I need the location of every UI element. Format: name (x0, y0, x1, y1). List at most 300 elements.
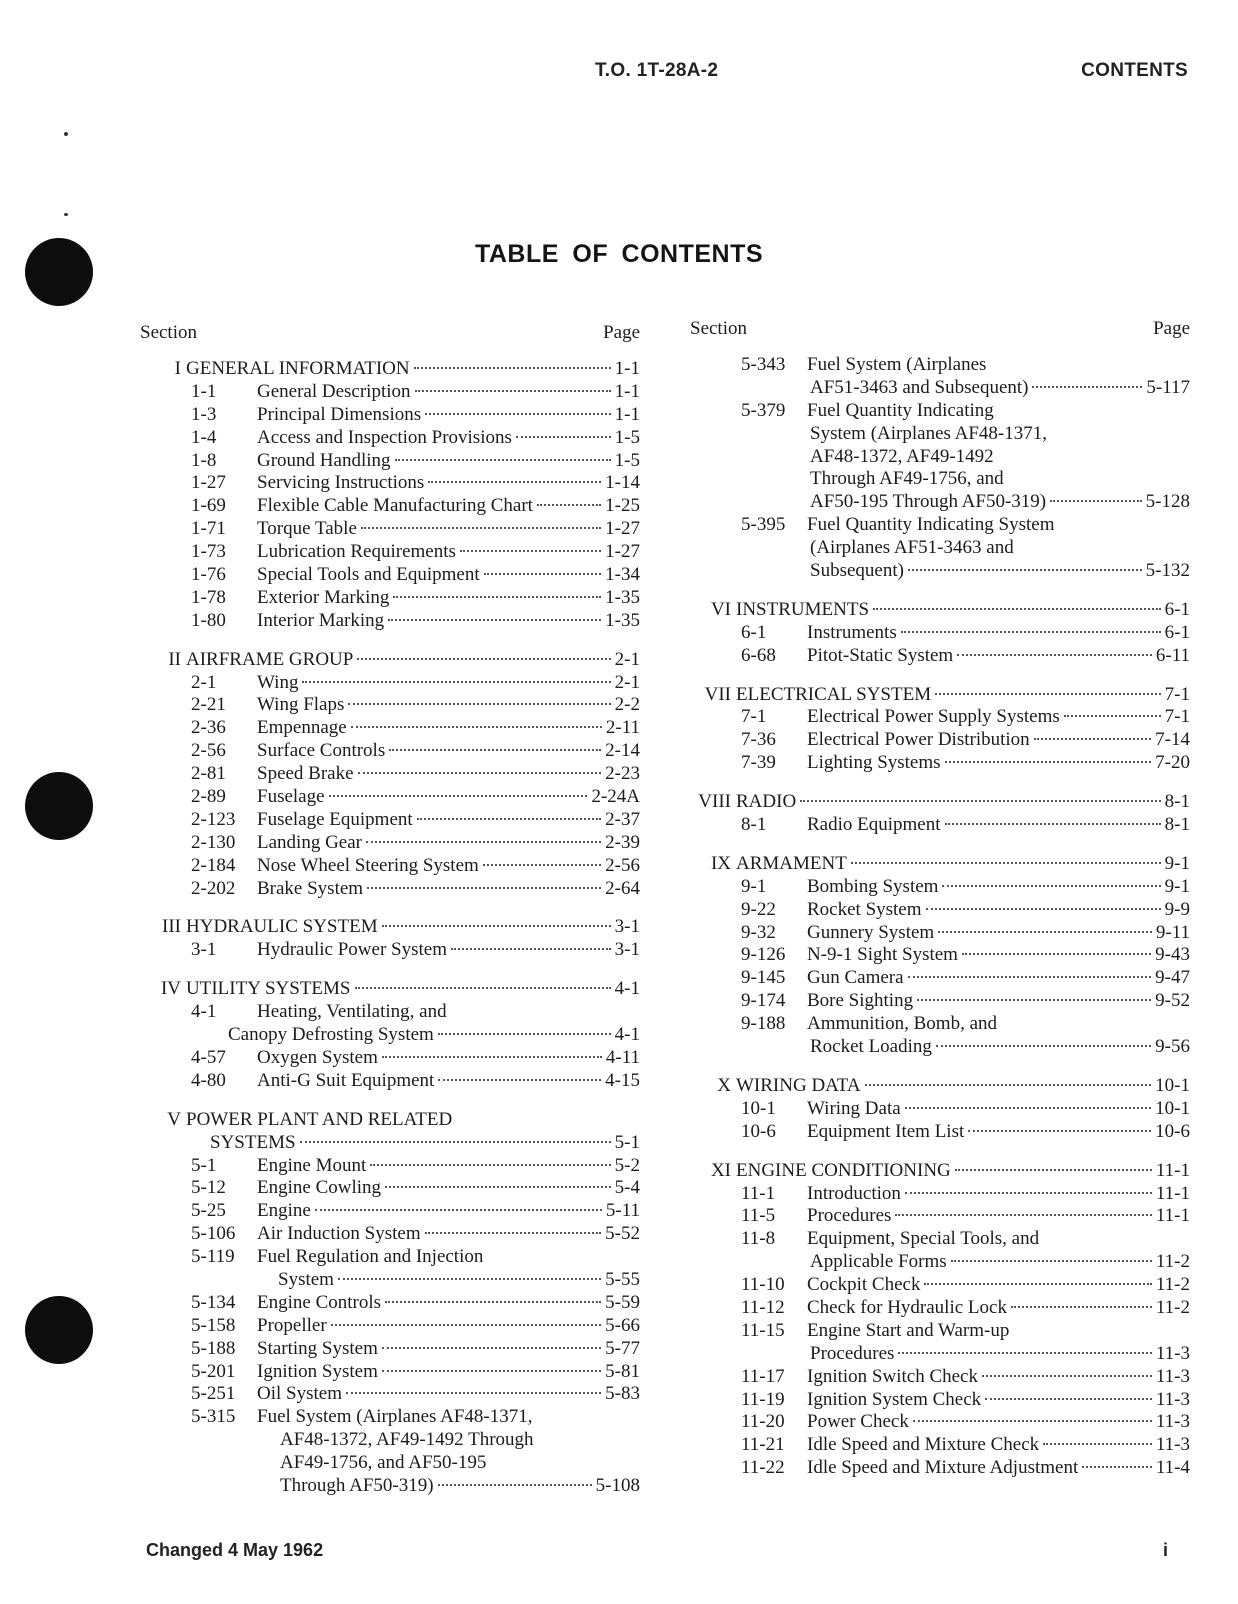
toc-paragraph-entry[interactable] (690, 1183, 1190, 1206)
page-reference: 5-83 (605, 1383, 640, 1405)
entry-title: AF51-3463 and Subsequent) (810, 376, 1029, 398)
dot-leader (428, 480, 601, 483)
dot-leader (348, 702, 610, 705)
entry-title: Fuselage (257, 786, 325, 808)
page-reference: 7-20 (1155, 752, 1190, 774)
entry-title: Equipment, Special Tools, and (807, 1228, 1040, 1250)
dot-leader (415, 389, 611, 392)
section-gap (690, 583, 1190, 599)
toc-paragraph-entry[interactable] (690, 922, 1190, 945)
entry-title: System (278, 1268, 334, 1290)
page-reference: 5-59 (605, 1291, 640, 1313)
paragraph-number: 2-89 (191, 786, 226, 808)
toc-paragraph-entry[interactable] (140, 1292, 640, 1315)
toc-paragraph-entry[interactable] (140, 717, 640, 740)
entry-title: Fuselage Equipment (257, 808, 413, 830)
entry-title: Electrical Power Supply Systems (807, 706, 1060, 728)
toc-paragraph-entry[interactable] (690, 1366, 1190, 1389)
dot-leader (370, 1163, 610, 1166)
page-reference: 2-1 (614, 671, 640, 693)
toc-paragraph-entry[interactable] (140, 518, 640, 541)
entry-title: HYDRAULIC SYSTEM (186, 916, 378, 938)
page-reference: 1-5 (614, 426, 640, 448)
page-reference: 11-3 (1155, 1434, 1190, 1456)
dot-leader (382, 924, 611, 927)
toc-paragraph-entry[interactable] (690, 1434, 1190, 1457)
page-reference: 2-14 (605, 740, 640, 762)
toc-paragraph-entry[interactable] (140, 855, 640, 878)
entry-title: Special Tools and Equipment (257, 564, 480, 586)
toc-paragraph-entry[interactable] (140, 1315, 640, 1338)
section-gap (690, 1144, 1190, 1160)
toc-paragraph-entry[interactable] (140, 672, 640, 695)
toc-paragraph-entry[interactable] (690, 729, 1190, 752)
paragraph-number: 4-80 (191, 1069, 226, 1091)
page-reference: 5-128 (1145, 491, 1190, 513)
dot-leader (905, 1106, 1151, 1109)
entry-title: Fuel System (Airplanes AF48-1371, (257, 1406, 533, 1428)
entry-title: POWER PLANT AND RELATED (186, 1108, 453, 1130)
section-number: VII (704, 683, 731, 705)
section-column-label: Section (690, 318, 747, 339)
toc-entry-continuation[interactable] (690, 468, 1190, 491)
entry-title: Through AF49-1756, and (810, 468, 1004, 490)
entry-title: Ignition Switch Check (807, 1365, 978, 1387)
entry-title: Engine Controls (257, 1291, 382, 1313)
entry-title: GENERAL INFORMATION (186, 358, 410, 379)
dot-leader (460, 549, 601, 552)
paragraph-number: 1-69 (191, 495, 226, 517)
page-reference: 2-56 (605, 854, 640, 876)
entry-title: Lubrication Requirements (257, 541, 456, 563)
entry-title: Speed Brake (257, 763, 354, 785)
toc-entry-continuation[interactable] (690, 491, 1190, 514)
entry-title: General Description (257, 380, 411, 402)
page-reference: 9-56 (1155, 1036, 1190, 1058)
paragraph-number: 5-343 (741, 354, 786, 375)
paragraph-number: 9-32 (741, 921, 776, 943)
entry-title: Engine Cowling (257, 1177, 382, 1199)
toc-entry-continuation[interactable] (690, 1343, 1190, 1366)
toc-paragraph-entry[interactable] (140, 1383, 640, 1406)
toc-paragraph-entry[interactable] (140, 1001, 640, 1024)
page-reference: 1-1 (614, 380, 640, 402)
paragraph-number: 5-119 (191, 1246, 235, 1268)
paragraph-number: 2-123 (191, 808, 236, 830)
entry-title: Ignition System (257, 1360, 378, 1382)
page-reference: 8-1 (1164, 791, 1190, 813)
entry-title: Electrical Power Distribution (807, 729, 1030, 751)
toc-section-entry[interactable] (140, 978, 640, 1001)
toc-entry-continuation[interactable] (140, 1452, 640, 1475)
entry-title: Fuel Regulation and Injection (257, 1246, 484, 1268)
entry-title: Access and Inspection Provisions (257, 426, 512, 448)
paragraph-number: 11-10 (741, 1274, 785, 1296)
page-reference: 11-4 (1155, 1457, 1190, 1479)
entry-title: Servicing Instructions (257, 472, 425, 494)
entry-title: UTILITY SYSTEMS (186, 978, 351, 1000)
page-reference: 1-1 (614, 403, 640, 425)
toc-entry-continuation[interactable] (690, 377, 1190, 400)
toc-paragraph-entry[interactable] (140, 1155, 640, 1178)
toc-paragraph-entry[interactable] (140, 763, 640, 786)
toc-paragraph-entry[interactable] (690, 1274, 1190, 1297)
section-number: VIII (698, 791, 731, 813)
entry-title: Cockpit Check (807, 1274, 921, 1296)
dot-leader (955, 1168, 1152, 1171)
toc-entry-continuation[interactable] (140, 1024, 640, 1047)
page-reference: 4-1 (614, 978, 640, 1000)
dot-leader (982, 1374, 1152, 1377)
entry-title: Heating, Ventilating, and (257, 1001, 447, 1023)
page-reference: 3-1 (614, 939, 640, 961)
paragraph-number: 10-1 (741, 1097, 776, 1119)
entry-title: AIRFRAME GROUP (186, 648, 354, 670)
page-reference: 1-35 (605, 586, 640, 608)
paragraph-number: 1-1 (191, 380, 217, 402)
entry-title: Landing Gear (257, 831, 362, 853)
section-gap (690, 1059, 1190, 1075)
paragraph-number: 11-19 (741, 1388, 785, 1410)
toc-entry-continuation[interactable] (690, 446, 1190, 469)
toc-paragraph-entry[interactable] (690, 967, 1190, 990)
toc-paragraph-entry[interactable] (140, 694, 640, 717)
toc-section-entry[interactable] (690, 599, 1190, 622)
entry-title: Oil System (257, 1383, 342, 1405)
entry-title: SYSTEMS (210, 1131, 296, 1153)
toc-entry-continuation[interactable] (140, 1269, 640, 1292)
toc-paragraph-entry[interactable] (140, 587, 640, 610)
toc-paragraph-entry[interactable] (690, 990, 1190, 1013)
page-reference: 9-9 (1164, 898, 1190, 920)
page-reference: 9-52 (1155, 990, 1190, 1012)
dot-leader (438, 1078, 601, 1081)
paragraph-number: 9-188 (741, 1013, 786, 1035)
toc-entry-continuation[interactable] (140, 1475, 640, 1498)
entry-title: Wiring Data (807, 1097, 901, 1119)
toc-paragraph-entry[interactable] (140, 1047, 640, 1070)
toc-entry-continuation[interactable] (690, 1251, 1190, 1274)
page-reference: 11-1 (1155, 1205, 1190, 1227)
toc-paragraph-entry[interactable] (690, 706, 1190, 729)
entry-title: Flexible Cable Manufacturing Chart (257, 495, 533, 517)
dot-leader (358, 771, 602, 774)
entry-title: Engine (257, 1200, 311, 1222)
dot-leader (366, 840, 601, 843)
entry-title: Propeller (257, 1314, 327, 1336)
paragraph-number: 2-21 (191, 694, 226, 716)
dot-leader (361, 526, 601, 529)
toc-paragraph-entry[interactable] (690, 1121, 1190, 1144)
dot-leader (483, 863, 601, 866)
page-reference: 1-14 (605, 472, 640, 494)
toc-section-entry[interactable] (690, 1160, 1190, 1183)
dot-leader (917, 998, 1151, 1001)
entry-title: AF48-1372, AF49-1492 (810, 445, 994, 467)
entry-title: Gunnery System (807, 921, 935, 943)
paragraph-number: 2-36 (191, 717, 226, 739)
paragraph-number: 7-1 (741, 706, 767, 728)
toc-paragraph-entry[interactable] (140, 809, 640, 832)
entry-title: Through AF50-319) (280, 1474, 434, 1496)
toc-paragraph-entry[interactable] (690, 622, 1190, 645)
toc-section-entry[interactable] (140, 358, 640, 381)
entry-title: Anti-G Suit Equipment (257, 1069, 435, 1091)
entry-title: Procedures (810, 1342, 895, 1364)
toc-paragraph-entry[interactable] (140, 1406, 640, 1429)
toc-paragraph-entry[interactable] (690, 1228, 1190, 1251)
toc-paragraph-entry[interactable] (140, 427, 640, 450)
entry-title: AF49-1756, and AF50-195 (280, 1452, 487, 1474)
page-column-label: Page (603, 322, 640, 343)
toc-paragraph-entry[interactable] (140, 1200, 640, 1223)
toc-paragraph-entry[interactable] (140, 1177, 640, 1200)
entry-title: Idle Speed and Mixture Adjustment (807, 1457, 1079, 1479)
toc-paragraph-entry[interactable] (140, 564, 640, 587)
entry-title: Engine Start and Warm-up (807, 1319, 1010, 1341)
section-number: IV (160, 978, 181, 1000)
dot-leader (905, 1191, 1152, 1194)
entry-title: Torque Table (257, 518, 357, 540)
entry-title: ELECTRICAL SYSTEM (736, 683, 932, 705)
toc-paragraph-entry[interactable] (140, 472, 640, 495)
toc-entry-continuation[interactable] (690, 423, 1190, 446)
page-reference: 1-34 (605, 564, 640, 586)
dot-leader (957, 653, 1152, 656)
paragraph-number: 2-1 (191, 671, 217, 693)
section-number: X (717, 1074, 731, 1096)
paragraph-number: 2-202 (191, 877, 236, 899)
paragraph-number: 11-20 (741, 1411, 785, 1433)
entry-title: Exterior Marking (257, 586, 390, 608)
toc-section-entry[interactable] (140, 916, 640, 939)
toc-paragraph-entry[interactable] (690, 1389, 1190, 1412)
dot-leader (898, 1351, 1151, 1354)
toc-paragraph-entry[interactable] (140, 610, 640, 633)
toc-paragraph-entry[interactable] (140, 1361, 640, 1384)
paragraph-number: 4-1 (191, 1001, 217, 1023)
entry-title: Rocket Loading (810, 1036, 932, 1058)
entry-title: Rocket System (807, 898, 922, 920)
toc-entry-continuation[interactable] (140, 1132, 640, 1155)
dot-leader (865, 1083, 1152, 1086)
toc-paragraph-entry[interactable] (140, 740, 640, 763)
dot-leader (1032, 385, 1142, 388)
page-reference: 7-14 (1155, 729, 1190, 751)
toc-paragraph-entry[interactable] (690, 1411, 1190, 1434)
document-number: T.O. 1T-28A-2 (595, 60, 719, 81)
toc-paragraph-entry[interactable] (140, 1070, 640, 1093)
dot-leader (924, 1282, 1151, 1285)
toc-entry-continuation[interactable] (140, 1429, 640, 1452)
entry-title: Power Check (807, 1411, 909, 1433)
column-header (140, 322, 640, 358)
change-date: Changed 4 May 1962 (146, 1540, 324, 1560)
entry-title: Lighting Systems (807, 752, 941, 774)
dot-leader (985, 1397, 1152, 1400)
entry-title: Brake System (257, 877, 364, 899)
entry-title: AF48-1372, AF49-1492 Through (280, 1429, 534, 1451)
toc-paragraph-entry[interactable] (140, 404, 640, 427)
page-reference: 7-1 (1164, 683, 1190, 705)
toc-paragraph-entry[interactable] (690, 354, 1190, 377)
paragraph-number: 9-174 (741, 990, 786, 1012)
toc-paragraph-entry[interactable] (690, 1297, 1190, 1320)
toc-section-entry[interactable] (690, 791, 1190, 814)
entry-title: Engine Mount (257, 1154, 367, 1176)
toc-paragraph-entry[interactable] (140, 1338, 640, 1361)
page-reference: 11-2 (1155, 1296, 1190, 1318)
section-number: XI (710, 1159, 731, 1181)
page-reference: 9-1 (1164, 852, 1190, 874)
toc-paragraph-entry[interactable] (140, 786, 640, 809)
paragraph-number: 11-17 (741, 1365, 785, 1387)
page-reference: 11-2 (1155, 1251, 1190, 1273)
toc-entry-continuation[interactable] (690, 1036, 1190, 1059)
paragraph-number: 5-395 (741, 514, 786, 536)
dot-leader (537, 503, 601, 506)
entry-title: Radio Equipment (807, 814, 941, 836)
toc-section-entry[interactable] (140, 1109, 640, 1132)
toc-paragraph-entry[interactable] (690, 944, 1190, 967)
paragraph-number: 1-78 (191, 586, 226, 608)
paragraph-number: 11-5 (741, 1205, 776, 1227)
paragraph-number: 5-25 (191, 1200, 226, 1222)
dot-leader (945, 822, 1161, 825)
page-reference: 5-108 (595, 1474, 640, 1496)
page-reference: 10-1 (1155, 1097, 1190, 1119)
toc-paragraph-entry[interactable] (140, 1246, 640, 1269)
dot-leader (302, 680, 610, 683)
dot-leader (300, 1140, 611, 1143)
page-reference: 7-1 (1164, 706, 1190, 728)
entry-title: Wing (257, 671, 299, 693)
page-reference: 2-11 (605, 717, 640, 739)
toc-column-left (140, 322, 640, 1498)
toc-paragraph-entry[interactable] (690, 752, 1190, 775)
page-reference: 10-1 (1155, 1074, 1190, 1096)
paragraph-number: 10-6 (741, 1120, 776, 1142)
toc-paragraph-entry[interactable] (690, 1457, 1190, 1480)
toc-paragraph-entry[interactable] (140, 878, 640, 901)
toc-paragraph-entry[interactable] (690, 814, 1190, 837)
paragraph-number: 11-15 (741, 1319, 785, 1341)
toc-section-entry[interactable] (690, 853, 1190, 876)
paragraph-number: 5-251 (191, 1383, 236, 1405)
paragraph-number: 11-21 (741, 1434, 785, 1456)
page-reference: 5-52 (605, 1223, 640, 1245)
toc-paragraph-entry[interactable] (690, 645, 1190, 668)
paragraph-number: 9-22 (741, 898, 776, 920)
section-number: III (162, 916, 181, 938)
dot-leader (908, 568, 1142, 571)
toc-paragraph-entry[interactable] (690, 1205, 1190, 1228)
page-reference: 1-35 (605, 609, 640, 631)
page-reference: 11-3 (1155, 1342, 1190, 1364)
toc-entry-continuation[interactable] (690, 560, 1190, 583)
dot-leader (938, 930, 1152, 933)
dot-leader (385, 1300, 601, 1303)
entry-title: Check for Hydraulic Lock (807, 1296, 1007, 1318)
toc-paragraph-entry[interactable] (690, 1013, 1190, 1036)
page-reference: 5-81 (605, 1360, 640, 1382)
entry-title: Oxygen System (257, 1046, 378, 1068)
entry-title: Introduction (807, 1182, 901, 1204)
dot-leader (1043, 1442, 1152, 1445)
toc-paragraph-entry[interactable] (140, 832, 640, 855)
paragraph-number: 5-379 (741, 399, 786, 421)
toc-entry-continuation[interactable] (690, 537, 1190, 560)
dot-leader (438, 1483, 592, 1486)
paragraph-number: 5-106 (191, 1223, 236, 1245)
binder-hole-middle (25, 772, 93, 840)
toc-paragraph-entry[interactable] (690, 514, 1190, 537)
page-reference: 6-11 (1155, 644, 1190, 666)
toc-section-entry[interactable] (690, 1075, 1190, 1098)
toc-paragraph-entry[interactable] (140, 939, 640, 962)
page-reference: 9-47 (1155, 967, 1190, 989)
section-gap (140, 633, 640, 649)
paragraph-number: 4-57 (191, 1046, 226, 1068)
dot-leader (355, 986, 611, 989)
page-reference: 5-4 (614, 1177, 640, 1199)
dot-leader (315, 1208, 602, 1211)
section-gap (690, 668, 1190, 684)
dot-leader (1064, 714, 1161, 717)
entry-title: Fuel Quantity Indicating System (807, 514, 1055, 536)
page-reference: 2-37 (605, 808, 640, 830)
entry-title: Gun Camera (807, 967, 904, 989)
toc-paragraph-entry[interactable] (690, 1320, 1190, 1343)
page-reference: 5-2 (614, 1154, 640, 1176)
toc-paragraph-entry[interactable] (690, 899, 1190, 922)
toc-paragraph-entry[interactable] (690, 1098, 1190, 1121)
toc-paragraph-entry[interactable] (140, 450, 640, 473)
toc-section-entry[interactable] (690, 684, 1190, 707)
dot-leader (331, 1323, 602, 1326)
page-reference: 2-24A (591, 786, 640, 808)
paragraph-number: 7-39 (741, 752, 776, 774)
page-column-label: Page (1153, 318, 1190, 339)
dot-leader (367, 886, 601, 889)
toc-paragraph-entry[interactable] (140, 381, 640, 404)
entry-title: Procedures (807, 1205, 892, 1227)
toc-paragraph-entry[interactable] (140, 495, 640, 518)
page-reference: 4-15 (605, 1069, 640, 1091)
dot-leader (382, 1055, 602, 1058)
toc-paragraph-entry[interactable] (690, 400, 1190, 423)
entry-title: RADIO (736, 791, 797, 813)
paragraph-number: 1-76 (191, 564, 226, 586)
entry-title: N-9-1 Sight System (807, 944, 958, 966)
entry-title: Bore Sighting (807, 990, 914, 1012)
section-number: II (168, 648, 181, 670)
toc-paragraph-entry[interactable] (690, 876, 1190, 899)
page-reference: 1-27 (605, 541, 640, 563)
toc-section-entry[interactable] (140, 649, 640, 672)
entry-title: Applicable Forms (810, 1251, 947, 1273)
page-reference: 5-1 (614, 1131, 640, 1153)
page-title: TABLE OF CONTENTS (474, 240, 764, 268)
dot-leader (351, 725, 602, 728)
paragraph-number: 11-12 (741, 1296, 785, 1318)
toc-paragraph-entry[interactable] (140, 541, 640, 564)
page-reference: 2-39 (605, 831, 640, 853)
page-reference: 4-11 (605, 1046, 640, 1068)
toc-paragraph-entry[interactable] (140, 1223, 640, 1246)
section-gap (140, 1093, 640, 1109)
dot-leader (357, 657, 610, 660)
